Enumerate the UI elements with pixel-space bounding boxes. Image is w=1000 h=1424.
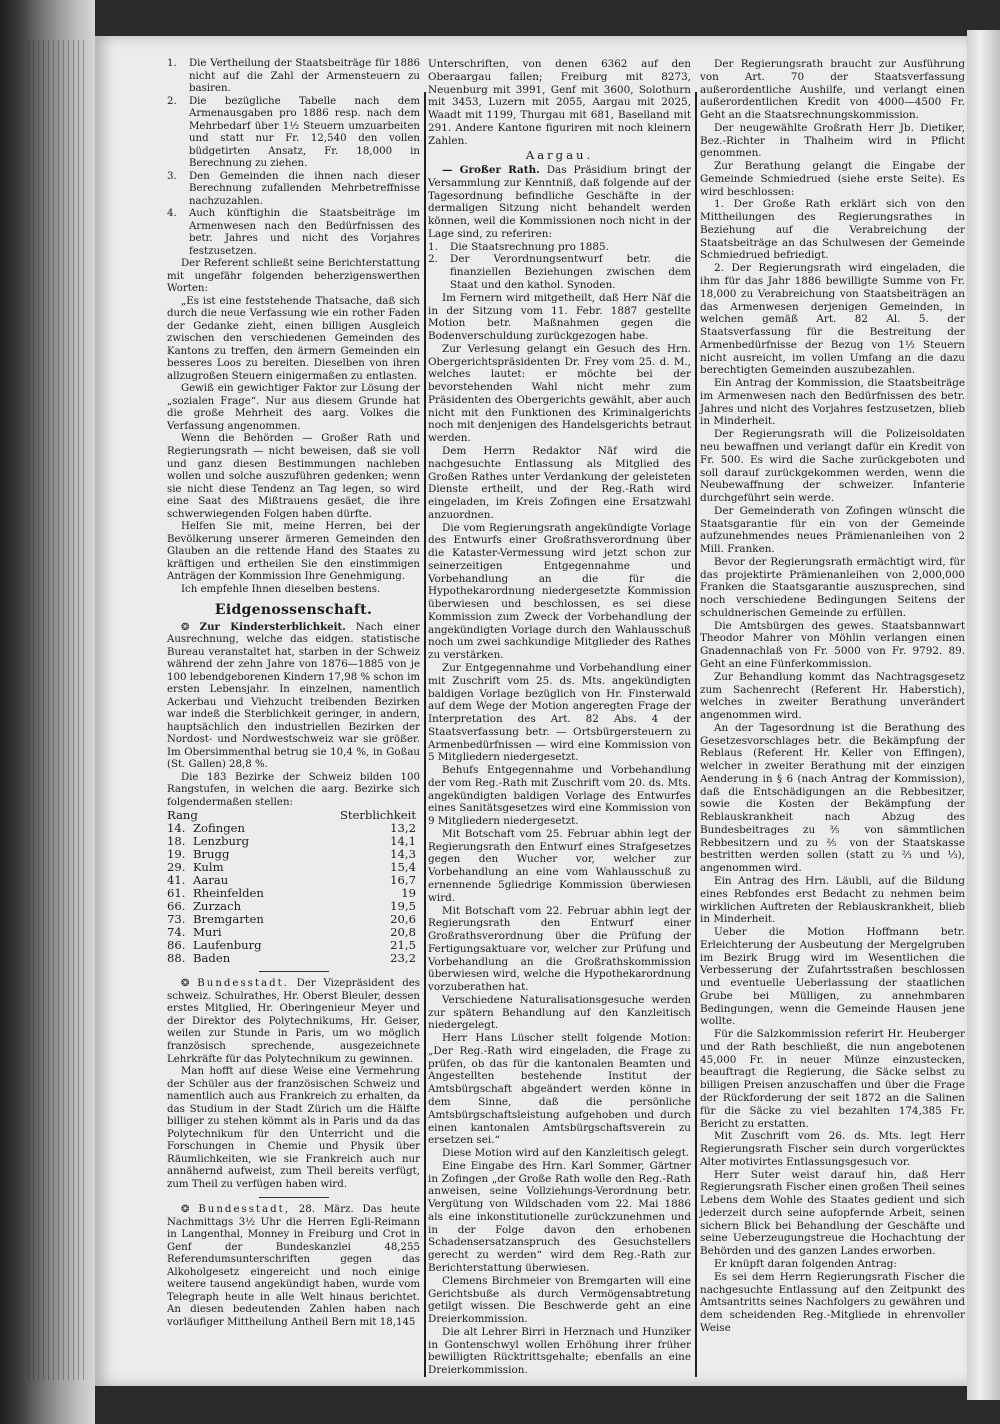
list-item-number: 3. <box>167 170 177 182</box>
paragraph: Zur Verlesung gelangt ein Gesuch des Hrn. Obergerichtspräsidenten Dr. Frey vom 25. d. M., welches lautet: er möchte bei der bevorstehenden Wahl nicht mehr zum Präsidenten des Obergerichts gewählt, aber auch nicht mit den Funktionen des Kriminalgerichts noch mit denjenigen des Handelsgerichts betraut werden. <box>428 342 691 445</box>
grosser-rath-paragraphs <box>428 292 691 1377</box>
list-item-text: Den Gemeinden die ihnen nach dieser Berechnung zufallenden Mehrbetreffnisse nachzuzahlen. <box>189 170 420 207</box>
unterschriften-continuation: Unterschriften, von denen 6362 auf den Oberaargau fallen; Freiburg mit 8273, Neuenburg mit 3991, Genf mit 3600, Solothurn mit 3453, Luzern mit 2055, Aargau mit 2025, Waadt mit 1199, Thurgau mit 681, Baselland mit 291. Andere Kantone figuriren mit noch kleinern Zahlen. <box>428 58 691 147</box>
kindersterblichkeit-lead: Zur Kindersterblichkeit. <box>199 620 346 633</box>
column-rule-1 <box>424 92 426 1377</box>
paragraph: Mit Zuschrift vom 26. ds. Mts. legt Herr Regierungsrath Fischer sein durch vorgerücktes Alter motivirtes Entlassungsgesuch vor. <box>700 1130 965 1168</box>
value-cell: 14,3 <box>390 847 416 862</box>
paragraph: Für die Salzkommission referirt Hr. Heuberger und der Rath beschließt, die nun angebotenen 45,000 Fr. in neuer Münze einzustecken, beauftragt die Regierung, die Säcke selbst zu billigen Preisen anzuschaffen und über die Frage der Rückforderung der seit 1872 an die Salinen für die Säcke zu viel bezahlten 174,385 Fr. Bericht zu erstatten. <box>700 1028 965 1130</box>
paragraph: Herr Hans Lüscher stellt folgende Motion: „Der Reg.-Rath wird eingeladen, die Frage zu prüfen, ob das für die kantonalen Beamten und Angestellten bestehende Institut der Amtsbürgschaft abgeändert werden könne in dem Sinne, daß die persönliche Amtsbürgschaftsleistung aufgehoben und durch einen kantonalen Amtsbürgschaftsverein zu ersetzen sei.“ <box>428 1032 691 1147</box>
paragraph: 1. Der Große Rath erklärt sich von den Mittheilungen des Regierungsrathes in Beziehung auf die Verabreichung der Staatsbeiträge an das Schulwesen der Gemeinde Schmiedrued befriedigt. <box>700 198 965 262</box>
list-item-number: 1. <box>428 240 438 253</box>
bundesstadt-text-1: Der Vizepräsident des schweiz. Schulrathes, Hr. Oberst Bleuler, dessen erstes Mitglied, Hr. Oberingenieur Meyer und der Direktor des Polytechnikums, Hr. Geiser, weilen zur Stunde in Paris, um wo möglich französisch sprechende, ausgezeichnete Lehrkräfte für das Polytechnikum zu gewinnen. <box>167 978 420 1065</box>
rank-cell: 66. <box>167 899 186 914</box>
paragraph: Die vom Regierungsrath angekündigte Vorlage des Entwurfs einer Großrathsverordnung über die Kataster-Vermessung wird jetzt schon zur seinerzeitigen Entgegennahme und Vorbehandlung an die für die Hypothekarordnung niedergesetzte Kommission überwiesen und beschlossen, es sei diese Kommission zum Zweck der Vorbehandlung der angekündigten Vorlage durch den Wahlausschuß noch um zwei sachkundige Mitglieder des Rathes zu verstärken. <box>428 521 691 662</box>
bundesstadt-article-2: ❂ Bundesstadt, 28. März. Das heute Nachmittags 3½ Uhr die Herren Egli-Reimann in Langenthal, Monney in Freiburg und Crot in Genf der Bundeskanzlei 48,255 Referendumsunterschriften gegen das Alkoholgesetz eingereicht und noch einige weitere tausend angekündigt haben, wurde vom Telegraph heute in alle Welt hinaus berichtet. An diesen bedeutenden Zahlen haben nach vorläufiger Mittheilung Antheil Bern mit 18,145 <box>167 1204 420 1328</box>
paragraph: Clemens Birchmeier von Bremgarten will eine Gerichtsbuße als durch Vermögensabtretung getilgt wissen. Die Beschwerde geht an eine Dreierkommission. <box>428 1274 691 1326</box>
paragraph: „Es ist eine feststehende Thatsache, daß sich durch die neue Verfassung wie ein rother Faden der Gedanke zieht, einen billigen Ausgleich zwischen den verschiedenen Gemeinden des Kantons zu treffen, den ärmern Gemeinden ein besseres Loos zu bereiten. Dieselben von ihren allzugroßen Steuern einigermaßen zu entlasten. <box>167 295 420 382</box>
paragraph: Die alt Lehrer Birri in Herznach und Hunziker in Gontenschwyl wollen Erhöhung ihrer früher bewilligten Rücktrittsgehalte; ebenfalls an eine Dreierkommission. <box>428 1325 691 1377</box>
grosser-rath-text: Das Präsidium bringt der Versammlung zur Kenntniß, daß folgende auf der Tagesordnung befindliche Geschäfte in der dermaligen Sitzung nicht behandelt werden können, weil die Kommissionen noch nicht in der Lage sind, zu referiren: <box>428 164 691 240</box>
paragraph: Diese Motion wird auf den Kanzleitisch gelegt. <box>442 1147 690 1160</box>
district-cell: Bremgarten <box>193 912 264 927</box>
list-item <box>167 58 420 96</box>
list-item-number: 4. <box>167 208 177 220</box>
paragraph: Dem Herrn Redaktor Näf wird die nachgesuchte Entlassung als Mitglied des Großen Rathes unter Verdankung der geleisteten Dienste ertheilt, und der Reg.-Rath wird eingeladen, im Kreis Zofingen eine Ersatzwahl anzuordnen. <box>428 444 691 521</box>
tagesordnung-list <box>428 241 691 292</box>
scan-right-edge <box>967 30 1000 1400</box>
bundesstadt-text-1b: Man hofft auf diese Weise eine Vermehrung der Schüler aus der französischen Schweiz und namentlich auch aus Frankreich zu erhalten, da das Studium in der Stadt Zürich um die Hälfte billiger zu stehen kömmt als in Paris und da das Polytechnikum für den Unterricht und die Forschungen in Chemie und Physik über Räumlichkeiten, wie sie Frankreich auch nur annähernd aufweist, zum Theil bereits verfügt, zum Theil zu verfügen haben wird. <box>167 1066 420 1190</box>
rank-cell: 86. <box>167 938 186 953</box>
bundesstadt-text-2: 28. März. Das heute Nachmittags 3½ Uhr die Herren Egli-Reimann in Langenthal, Monney in Freiburg und Crot in Genf der Bundeskanzlei 48,255 Referendumsunterschriften gegen das Alkoholgesetz eingereicht und noch einige weitere tausend angekündigt haben, wurde vom Telegraph heute in alle Welt hinaus berichtet. An diesen bedeutenden Zahlen haben nach vorläufiger Mittheilung Antheil Bern mit 18,145 <box>167 1204 420 1328</box>
value-cell: 23,2 <box>390 951 416 966</box>
value-cell: 19,5 <box>390 899 416 914</box>
list-item-text: Der Verordnungsentwurf betr. die finanziellen Beziehungen zwischen dem Staat und den kathol. Synoden. <box>450 253 691 292</box>
rank-cell: 73. <box>167 912 186 927</box>
paragraph: Verschiedene Naturalisationsgesuche werden zur spätern Behandlung auf den Kanzleitisch niedergelegt. <box>428 993 691 1032</box>
column-2 <box>428 58 691 1377</box>
column-3-paragraphs <box>700 58 965 1335</box>
rank-cell: 29. <box>167 860 186 875</box>
bundesstadt-article-1: ❂ Bundesstadt. Der Vizepräsident des schweiz. Schulrathes, Hr. Oberst Bleuler, dessen erstes Mitglied, Hr. Oberingenieur Meyer und der Direktor des Polytechnikums, Hr. Geiser, weilen zur Stunde in Paris, um wo möglich französisch sprechende, ausgezeichnete Lehrkräfte für das Polytechnikum zu gewinnen. <box>167 978 420 1065</box>
column-3 <box>700 58 965 1335</box>
paragraph: Ein Antrag des Hrn. Läubli, auf die Bildung eines Rebfondes erst Bedacht zu nehmen beim wirklichen Auftreten der Reblauskrankheit, blieb in Minderheit. <box>700 875 965 926</box>
paragraph: Zur Berathung gelangt die Eingabe der Gemeinde Schmiedrued (siehe erste Seite). Es wird beschlossen: <box>700 160 965 198</box>
rank-cell: 41. <box>167 873 186 888</box>
list-item-text: Die bezügliche Tabelle nach dem Armenausgaben pro 1886 resp. nach dem Mehrbedarf über 1½ Steuern umzuarbeiten und statt nur Fr. 12,540 den vollen büdgetirten Ansatz, Fr. 18,000 in Berechnung zu ziehen. <box>189 95 420 170</box>
value-cell: 19 <box>401 886 416 901</box>
district-cell: Muri <box>193 925 222 940</box>
article-divider-2 <box>259 1197 329 1198</box>
kindersterblichkeit-text: Nach einer Ausrechnung, welche das eidgen. statistische Bureau veranstaltet hat, starben in der Schweiz während der zehn Jahre von 1876—1885 von je 100 lebendgeborenen Kindern 17,98 % schon im ersten Lebensjahr. In einzelnen, namentlich Ackerbau und Viehzucht treibenden Bezirken war indeß die Sterblichkeit geringer, in andern, hauptsächlich den industriellen Bezirken der Nordost- und Nordwestschweiz war sie größer. Im Obersimmenthal betrug sie 10,4 %, in Goßau (St. Gallen) 28,8 %. <box>167 621 421 771</box>
value-cell: 15,4 <box>390 860 416 875</box>
signoff: Ich empfehle Ihnen dieselben bestens. <box>181 583 381 595</box>
sterblichkeit-table <box>167 809 420 965</box>
paragraph: Der Gemeinderath von Zofingen wünscht die Staatsgarantie für ein von der Gemeinde aufzunehmendes neues Prämienanleihen von 2 Mill. Franken. <box>700 504 965 556</box>
paragraph: Mit Botschaft vom 25. Februar abhin legt der Regierungsrath den Entwurf eines Strafgesetzes gegen den Wucher vor, welcher zur Vorbehandlung an eine vom Wahlausschuß zu ernennende 5gliedrige Kommission überwiesen wird. <box>428 827 691 904</box>
value-cell: 20,6 <box>390 912 416 927</box>
paragraph: Mit Botschaft vom 22. Februar abhin legt der Regierungsrath den Entwurf einer Großrathsverordnung über die Prüfung der Fertigungsaktuare vor, welcher zur Prüfung und Vorbehandlung an die Großrathskommission überwiesen wird, welche die Hypothekarordnung vorzuberathen hat. <box>428 904 691 994</box>
list-item-text: Auch künftighin die Staatsbeiträge im Armenwesen nach den Bedürfnissen des betr. Jahres und nicht des Vorjahres festzusetzen. <box>189 208 420 257</box>
list-item-number: 2. <box>428 253 438 266</box>
paragraph: Gewiß ein gewichtiger Faktor zur Lösung der „sozialen Frage“. Nur aus diesem Grunde hat die große Mehrheit des aarg. Volkes die Verfassung angenommen. <box>167 383 420 432</box>
list-item <box>167 208 420 258</box>
district-cell: Kulm <box>193 860 224 875</box>
bundesstadt-lead-1: Bundesstadt. <box>197 978 289 990</box>
district-cell: Rheinfelden <box>193 886 264 901</box>
paragraph: Es sei dem Herrn Regierungsrath Fischer die nachgesuchte Entlassung auf den Zeitpunkt des Amtsantritts seines Nachfolgers zu gewähren und dem scheidenden Reg.-Mitgliede in ehrenvoller Weise <box>700 1270 965 1334</box>
list-item-number: 2. <box>167 95 177 107</box>
value-cell: 21,5 <box>390 938 416 953</box>
district-cell: Aarau <box>193 873 229 888</box>
value-cell: 13,2 <box>390 821 416 836</box>
value-cell: 16,7 <box>390 873 416 888</box>
value-cell: 20,8 <box>390 925 416 940</box>
paragraph: Der Referent schließt seine Berichterstattung mit ungefähr folgenden beherzigenswerthen Worten: <box>167 258 420 295</box>
paragraph: Der neugewählte Großrath Herr Jb. Dietiker, Bez.-Richter in Thalheim wird in Pflicht genommen. <box>700 121 965 160</box>
grosser-rath-lead: — Großer Rath. <box>442 164 540 177</box>
paragraph: Der Regierungsrath will die Polizeisoldaten neu bewaffnen und verlangt dafür ein Kredit von Fr. 500. Es wird die Sache zurückgeboten und soll darauf zurückgekommen werden, wenn die Neubewaffnung der schweizer. Infanterie durchgeführt sein werde. <box>700 428 965 505</box>
list-item <box>428 253 691 291</box>
grosser-rath-article <box>428 164 691 241</box>
rank-cell: 74. <box>167 925 186 940</box>
rank-cell: 88. <box>167 951 186 966</box>
header-sterblichkeit: Sterblichkeit <box>339 808 416 823</box>
kommission-antraege-list <box>167 58 420 258</box>
paragraph: Helfen Sie mit, meine Herren, bei der Bevölkerung unserer ärmeren Gemeinden den Glauben an die rettende Hand des Staates zu kräftigen und ertheilen Sie den einstimmigen Anträgen der Kommission Ihre Genehmigung. <box>167 521 420 583</box>
paragraph: Im Fernern wird mitgetheilt, daß Herr Näf die in der Sitzung vom 11. Febr. 1887 gestellte Motion betr. Maßnahmen gegen die Bodenverschuldung zurückgezogen habe. <box>428 291 691 343</box>
header-rang: Rang <box>167 808 198 823</box>
district-cell: Lenzburg <box>193 834 249 849</box>
district-cell: Baden <box>193 951 231 966</box>
list-item <box>167 96 420 171</box>
paragraph: Herr Suter weist darauf hin, daß Herr Regierungsrath Fischer einen großen Theil seines Lebens dem Wohle des Staates gedient und sich jederzeit durch seine aufopfernde Arbeit, seinen sichern Blick bei Behandlung der Geschäfte und seine Ueberzeugungstreue die Hochachtung der Behörden und des ganzen Landes erworben. <box>700 1168 965 1258</box>
paragraph: Behufs Entgegennahme und Vorbehandlung der vom Reg.-Rath mit Zuschrift vom 20. ds. Mts. angekündigten baldigen Vorlage des Entwurfes eines Sanitätsgesetzes wird eine Kommission von 9 Mitgliedern niedergesetzt. <box>428 764 691 828</box>
scan-stack-lines <box>28 40 88 1380</box>
column-1 <box>167 58 420 1329</box>
paragraph: Bevor der Regierungsrath ermächtigt wird, für das projektirte Prämienanleihen von 2,000,000 Franken die Staatsgarantie auszusprechen, sind noch verschiedene Bedingungen Seitens der schuldnerischen Gemeinde zu erfüllen. <box>700 555 965 619</box>
paragraph: Zur Behandlung kommt das Nachtragsgesetz zum Sachenrecht (Referent Hr. Haberstich), welches in zweiter Berathung unverändert angenommen wird. <box>700 670 965 722</box>
list-item <box>167 171 420 209</box>
table-row <box>167 952 420 965</box>
paragraph: Er knüpft daran folgenden Antrag: <box>714 1257 897 1270</box>
list-item-text: Die Vertheilung der Staatsbeiträge für 1886 nicht auf die Zahl der Armensteuern zu basiren. <box>189 58 420 95</box>
paragraph: Zur Entgegennahme und Vorbehandlung einer mit Zuschrift vom 25. ds. Mts. angekündigten baldigen Vorlage bezüglich von Hr. Finsterwald auf dem Wege der Motion angeregten Frage der Interpretation des Art. 82 Abs. 4 der Staatsverfassung betr. — Ortsbürgersteuern zu Armenbedürfnissen — wird eine Kommission von 5 Mitgliedern niedergesetzt. <box>428 661 691 764</box>
rank-cell: 61. <box>167 886 186 901</box>
district-cell: Zofingen <box>193 821 245 836</box>
list-item <box>428 241 691 254</box>
bundesstadt-lead-2: Bundesstadt, <box>198 1204 290 1216</box>
column-rule-2 <box>695 92 697 1377</box>
district-cell: Zurzach <box>193 899 242 914</box>
rank-cell: 14. <box>167 821 186 836</box>
rank-cell: 19. <box>167 847 186 862</box>
paragraph: Die Amtsbürgen des gewes. Staatsbannwart Theodor Mahrer von Möhlin verlangen einen Gnadennachlaß von Fr. 5000 von Fr. 9792. 89. Geht an eine Fünferkommission. <box>700 619 965 670</box>
value-cell: 14,1 <box>390 834 416 849</box>
paragraph: An der Tagesordnung ist die Berathung des Gesetzesvorschlages betr. die Bekämpfung der Reblaus (Referent Hr. Keller von Effingen), welcher in zweiter Berathung mit der einzigen Aenderung in § 6 (nach Antrag der Kommission), daß die Entschädigungen an die Rebbesitzer, sowie die Kosten der Bekämpfung der Reblauskrankheit nach Abzug des Bundesbeitrages zu ⅗ von sämmtlichen Rebbesitzern und zu ⅖ von der Staatskasse bestritten werden sollen (statt zu ⅔ und ⅓), angenommen wird. <box>700 721 965 875</box>
article-divider <box>259 971 329 972</box>
district-cell: Brugg <box>193 847 230 862</box>
paragraph: Eine Eingabe des Hrn. Karl Sommer, Gärtner in Zofingen „der Große Rath wolle den Reg.-Rath anweisen, seine Vollziehungs-Verordnung betr. Vergütung von Wildschaden vom 22. Mai 1886 als eine inkonstitutionelle zurückzunehmen und in der Folge davon den erhobenen Schadensersatzanspruch des Gesuchstellers gerecht zu werden“ wird dem Reg.-Rath zur Berichterstattung überwiesen. <box>428 1159 691 1274</box>
list-item-number: 1. <box>167 58 177 69</box>
district-cell: Laufenburg <box>193 938 262 953</box>
referent-text <box>167 258 420 583</box>
paragraph: 2. Der Regierungsrath wird eingeladen, die ihm für das Jahr 1886 bewilligte Summe von Fr. 18,000 zu Verabreichung von Staatsbeiträgen an das Armenwesen derjenigen Gemeinden, in welchen gemäß Art. 82 Al. 5. der Staatsverfassung für die Bestreitung der Armenbedürfnisse der Bezug von 1½ Steuern nicht ausreicht, im vollen Umfang an die dazu berechtigten Gemeinden auszubezahlen. <box>700 262 965 377</box>
paragraph: Ueber die Motion Hoffmann betr. Erleichterung der Ausbeutung der Mergelgruben im Bezirk Brugg wird im Wesentlichen die Verbesserung der Zufahrtsstraßen beschlossen und eventuelle Ueberlassung der staatlichen Grube bei Mülligen, zu annehmbaren Bedingungen, wenn die Gemeinde Hausen jene wollte. <box>700 926 965 1028</box>
section-heading-aargau: Aargau. <box>525 148 594 163</box>
rank-cell: 18. <box>167 834 186 849</box>
section-heading-eidgenossenschaft: Eidgenossenschaft. <box>214 602 373 619</box>
kindersterblichkeit-article: ❂ Zur Kindersterblichkeit. Nach einer Ausrechnung, welche das eidgen. statistische Bureau veranstaltet hat, starben in der Schweiz während der zehn Jahre von 1876—1885 von je 100 lebendgeborenen Kindern 17,98 % schon im ersten Lebensjahr. In einzelnen, namentlich Ackerbau und Viehzucht treibenden Bezirken war indeß die Sterblichkeit geringer, in andern, hauptsächlich den industriellen Bezirken der Nordost- und Nordwestschweiz war sie größer. Im Obersimmenthal betrug sie 10,4 %, in Goßau (St. Gallen) 28,8 %. <box>167 620 421 771</box>
list-item-text: Die Staatsrechnung pro 1885. <box>450 240 609 253</box>
paragraph: Wenn die Behörden — Großer Rath und Regierungsrath — nicht beweisen, daß sie voll und ganz diesen Bestimmungen nachleben wollen und solche auszuführen gedenken; wenn sie nicht diese Tendenz an Tag legen, so wird eine Saat des Mißtrauens gesäet, die ihre schwerwiegenden Folgen haben dürfte. <box>167 433 420 520</box>
paragraph: Der Regierungsrath braucht zur Ausführung von Art. 70 der Staatsverfassung außerordentliche Aushilfe, und verlangt einen außerordentlichen Kredit von 4000—4500 Fr. Geht an die Staatsrechnungskommission. <box>700 58 965 122</box>
ranking-intro: Die 183 Bezirke der Schweiz bilden 100 Rangstufen, in welchen die aarg. Bezirke sich folgendermaßen stellen: <box>167 771 420 808</box>
paragraph: Ein Antrag der Kommission, die Staatsbeiträge im Armenwesen nach den Bedürfnissen des betr. Jahres und nicht des Vorjahres festzusetzen, blieb in Minderheit. <box>700 377 965 428</box>
